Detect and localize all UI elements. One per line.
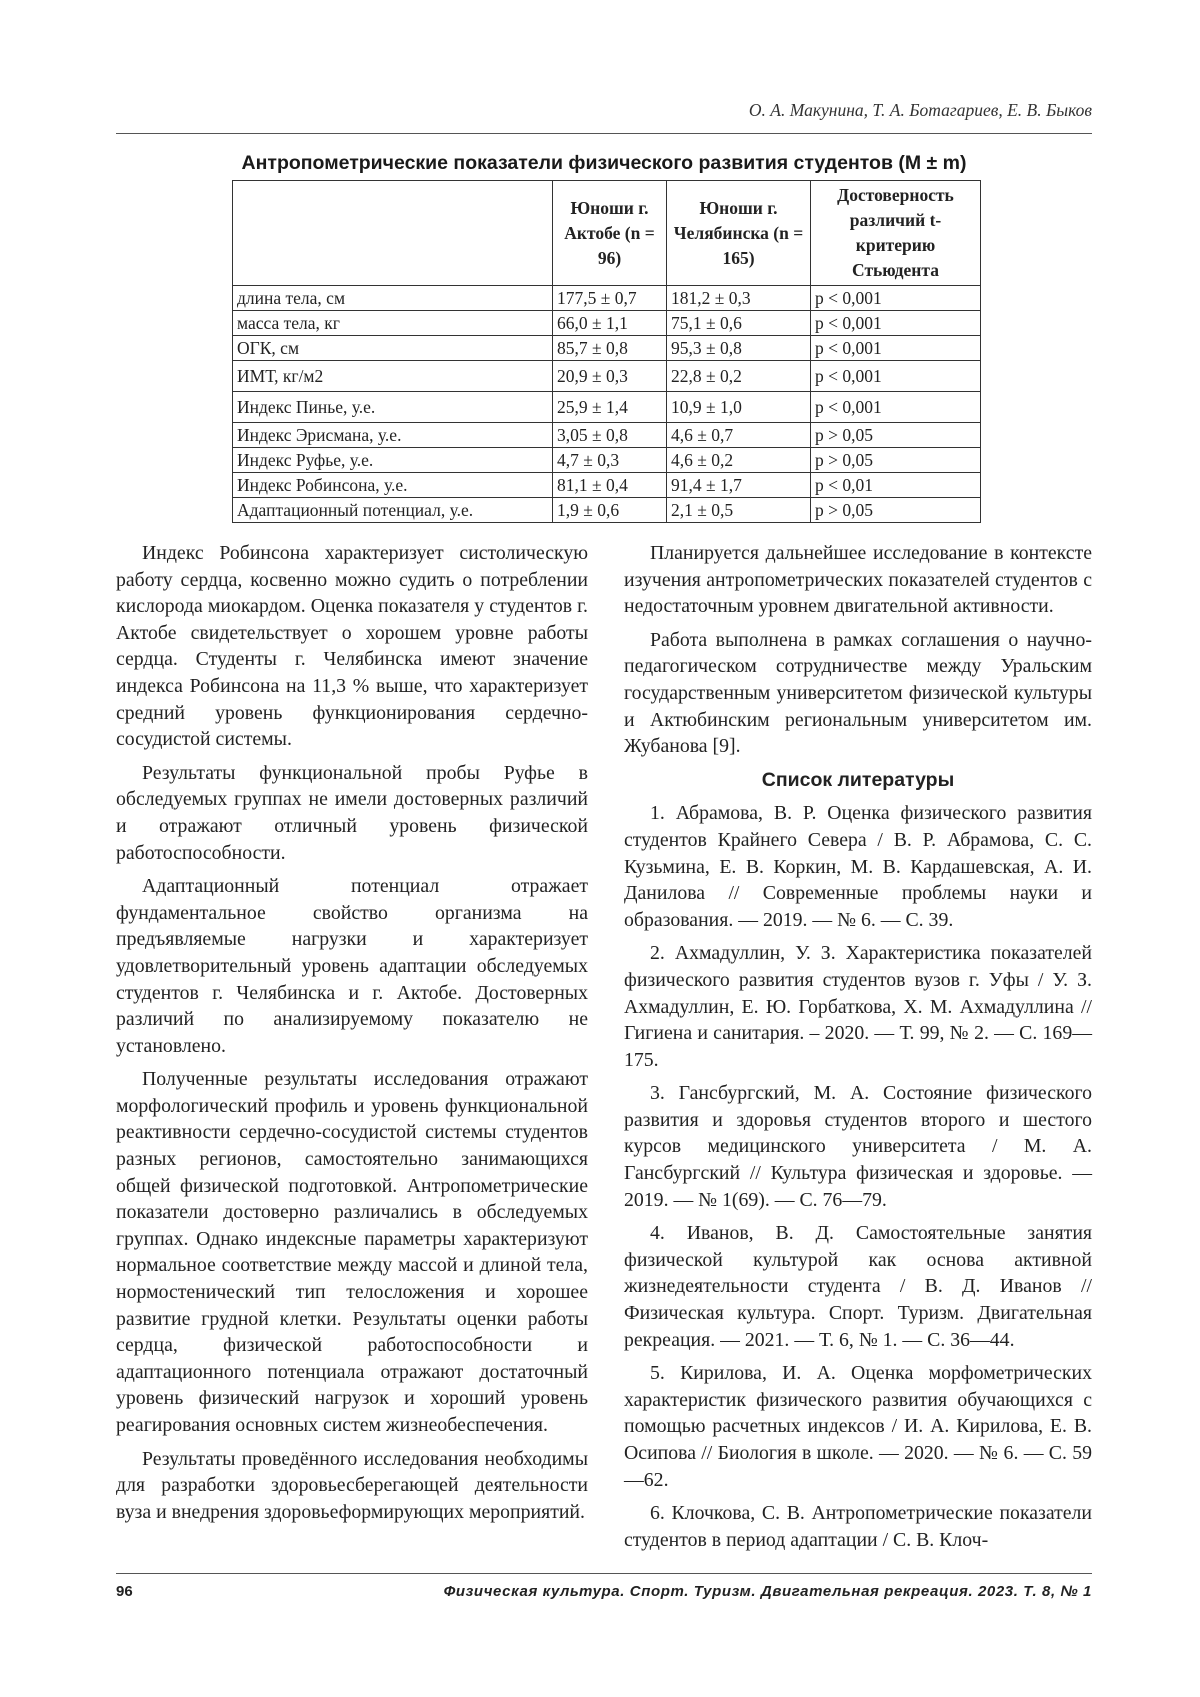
table-cell: 91,4 ± 1,7: [667, 473, 811, 498]
table-cell: 1,9 ± 0,6: [553, 498, 667, 523]
table-cell: 81,1 ± 0,4: [553, 473, 667, 498]
body-paragraph: Результаты функциональной пробы Руфье в обследуемых группах не имели достоверных различий и отражают отличный уровень физической работоспособности.: [116, 761, 588, 864]
table-cell: длина тела, см: [233, 286, 553, 311]
table-row: [233, 423, 981, 448]
table-row: [233, 473, 981, 498]
table-row: [233, 286, 981, 311]
table-cell: ИМТ, кг/м2: [233, 361, 553, 392]
table-cell: 4,6 ± 0,2: [667, 448, 811, 473]
table-cell: 10,9 ± 1,0: [667, 392, 811, 423]
table-row: [233, 311, 981, 336]
left-column: [116, 540, 588, 1532]
table-cell: 4,6 ± 0,7: [667, 423, 811, 448]
right-column: [624, 540, 1092, 1560]
body-paragraph: Результаты проведённого исследования необходимы для разработки здоровьесберегающей деятельности вуза и внедрения здоровьеформирующих мероприятий.: [116, 1447, 588, 1523]
header-rule: [116, 133, 1092, 134]
reference-item: 2. Ахмадуллин, У. З. Характеристика показателей физического развития студентов вузов г. Уфы / У. З. Ахмадуллин, Е. Ю. Горбаткова, Х. М. Ахмадуллина // Гигиена и санитария. – 2020. — Т. 99, № 2. — С. 169—175.: [624, 942, 1092, 1071]
body-paragraph: Полученные результаты исследования отражают морфологический профиль и уровень функциональной реактивности сердечно-сосудистой системы студентов разных регионов, самостоятельно занимающихся общей физической подготовкой. Антропометрические показатели достоверно различались в обследуемых группах. Однако индексные параметры характеризуют нормальное соответствие между массой и длиной тела, нормостенический тип телосложения и хорошее развитие грудной клетки. Результаты оценки работы сердца, физической работоспособности и адаптационного потенциала отражают достаточный уровень физический нагрузок и хороший уровень реагирования основных систем жизнеобеспечения.: [116, 1068, 588, 1436]
table-cell: 4,7 ± 0,3: [553, 448, 667, 473]
reference-item: 4. Иванов, В. Д. Самостоятельные занятия физической культурой как основа активной жизнедеятельности студента / В. Д. Иванов // Физическая культура. Спорт. Туризм. Двигательная рекреация. — 2021. — Т. 6, № 1. — С. 36—44.: [624, 1222, 1092, 1351]
table-cell: Индекс Руфье, у.е.: [233, 448, 553, 473]
table-cell: p < 0,001: [811, 336, 981, 361]
body-paragraph: Планируется дальнейшее исследование в контексте изучения антропометрических показателей студентов с недостаточным уровнем двигательной активности.: [624, 542, 1092, 618]
table-cell: 95,3 ± 0,8: [667, 336, 811, 361]
table-header-cell: Юноши г. Челябинска (n = 165): [667, 181, 811, 286]
table-row: [233, 336, 981, 361]
body-paragraph: Индекс Робинсона характеризует систолическую работу сердца, косвенно можно судить о потреблении кислорода миокардом. Оценка показателя у студентов г. Актобе свидетельствует о хорошем уровне работы сердца. Студенты г. Челябинска имеют значение индекса Робинсона на 11,3 % выше, что характеризует средний уровень функционирования сердечно-сосудистой системы.: [116, 542, 588, 751]
table-cell: 85,7 ± 0,8: [553, 336, 667, 361]
table-cell: p < 0,01: [811, 473, 981, 498]
table-row: [233, 448, 981, 473]
table-cell: 3,05 ± 0,8: [553, 423, 667, 448]
table-cell: 181,2 ± 0,3: [667, 286, 811, 311]
table-cell: ОГК, см: [233, 336, 553, 361]
table-cell: 177,5 ± 0,7: [553, 286, 667, 311]
table-cell: Адаптационный потенциал, у.е.: [233, 498, 553, 523]
body-paragraph: Работа выполнена в рамках соглашения о научно-педагогическом сотрудничестве между Уральским государственным университетом физической культуры и Актюбинским региональным университетом им. Жубанова [9].: [624, 628, 1092, 758]
table-row: [233, 392, 981, 423]
table-cell: p < 0,001: [811, 286, 981, 311]
table-header-cell: [233, 181, 553, 286]
running-head-authors: О. А. Макунина, Т. А. Ботагариев, Е. В. Быков: [748, 100, 1092, 120]
anthropometric-table: [232, 180, 981, 523]
table-cell: 20,9 ± 0,3: [553, 361, 667, 392]
table-cell: 75,1 ± 0,6: [667, 311, 811, 336]
table-header-cell: Достоверность различий t-критерию Стьюдента: [811, 181, 981, 286]
table-cell: p > 0,05: [811, 498, 981, 523]
reference-item: 5. Кирилова, И. А. Оценка морфометрических характеристик физического развития обучающихся с помощью расчетных индексов / И. А. Кирилова, Е. В. Осипова // Биология в школе. — 2020. — № 6. — С. 59—62.: [624, 1362, 1092, 1491]
references-title: Список литературы: [761, 768, 955, 791]
table-cell: 66,0 ± 1,1: [553, 311, 667, 336]
table-title: Антропометрические показатели физического развития студентов (M ± m): [241, 152, 967, 174]
table-row: [233, 498, 981, 523]
table-cell: p < 0,001: [811, 392, 981, 423]
journal-title: Физическая культура. Спорт. Туризм. Двигательная рекреация. 2023. Т. 8, № 1: [443, 1583, 1092, 1600]
table-cell: 2,1 ± 0,5: [667, 498, 811, 523]
page-number: 96: [116, 1583, 133, 1600]
table-cell: Индекс Эрисмана, у.е.: [233, 423, 553, 448]
reference-item: 3. Гансбургский, М. А. Состояние физического развития и здоровья студентов второго и шестого курсов медицинского университета / М. А. Гансбургский // Культура физическая и здоровье. — 2019. — № 1(69). — С. 76—79.: [624, 1082, 1092, 1211]
reference-item: 6. Клочкова, С. В. Антропометрические показатели студентов в период адаптации / С. В. Клоч-: [624, 1502, 1092, 1551]
table-cell: 22,8 ± 0,2: [667, 361, 811, 392]
table-row: [233, 361, 981, 392]
table-header-cell: Юноши г. Актобе (n = 96): [553, 181, 667, 286]
table-cell: p < 0,001: [811, 311, 981, 336]
table-cell: 25,9 ± 1,4: [553, 392, 667, 423]
table-cell: Индекс Робинсона, у.е.: [233, 473, 553, 498]
table-cell: p > 0,05: [811, 448, 981, 473]
table-header-row: [233, 181, 981, 286]
body-paragraph: Адаптационный потенциал отражает фундаментальное свойство организма на предъявляемые нагрузки и характеризует удовлетворительный уровень адаптации обследуемых студентов г. Челябинска и г. Актобе. Достоверных различий по анализируемому показателю не установлено.: [116, 875, 588, 1057]
table-cell: Индекс Пинье, у.е.: [233, 392, 553, 423]
table-cell: p > 0,05: [811, 423, 981, 448]
table-cell: p < 0,001: [811, 361, 981, 392]
footer-rule: [116, 1573, 1092, 1574]
reference-item: 1. Абрамова, В. Р. Оценка физического развития студентов Крайнего Севера / В. Р. Абрамова, С. С. Кузьмина, Е. В. Коркин, М. В. Кардашевская, А. И. Данилова // Современные проблемы науки и образования. — 2019. — № 6. — С. 39.: [624, 802, 1092, 931]
table-cell: масса тела, кг: [233, 311, 553, 336]
